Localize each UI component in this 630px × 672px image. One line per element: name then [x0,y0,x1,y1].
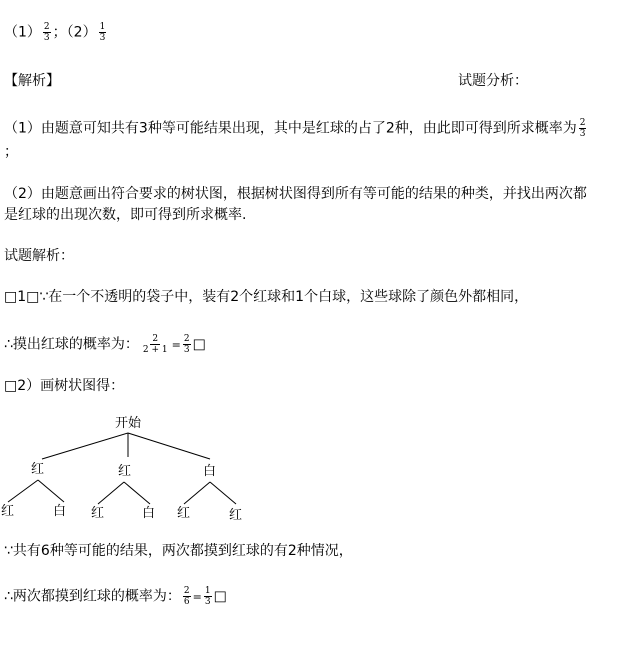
tree-level2-node: 红 [229,508,243,523]
tree-edge [98,482,124,504]
solution-title: 试题解析： [4,248,74,264]
sol1-equals: = [171,338,181,352]
sol2-fraction-2: $\frac{1}{3}$ [204,586,211,607]
answer-part2-label: （2） [66,24,97,41]
analysis-title: 试题分析： [458,73,528,89]
tree-level1-node: 红 [118,464,132,479]
sol2-tail: □ [213,588,227,605]
analysis-paragraph-2-line-2: 是红球的出现次数，即可得到所求概率. [4,207,247,223]
tree-level1-node: 红 [31,462,45,477]
analysis-paragraph-2-line-1: （2）由题意画出符合要求的树状图，根据树状图得到所有等可能的结果的种类，并找出两次都 [4,186,587,202]
answer-part1-label: （1） [4,24,41,41]
tree-edge [38,480,64,502]
analysis-header: 【解析】 [4,73,60,89]
sol1-fraction-2: $\frac{2}{3}$ [183,334,190,355]
solution-step-2-title: □2）画树状图得： [4,378,125,394]
sol1-result-prefix: ∴摸出红球的概率为： [4,336,139,353]
tree-level2-node: 红 [177,506,191,521]
sol2-fraction-1: $\frac{2}{6}$ [183,586,190,607]
tree-edge [124,482,150,504]
tree-edge [128,433,210,459]
sol1-fraction-1: $\frac{2}{2 + 1}$ [142,334,168,355]
tree-edge [210,482,236,504]
tree-edge [184,482,210,504]
solution-step-2-line-1: ∵共有6种等可能的结果，两次都摸到红球的有2种情况， [4,543,353,559]
tree-level2-node: 白 [142,506,156,521]
sol1-tail: □ [192,336,206,353]
tree-level2-node: 红 [1,504,15,519]
answer-separator: ； [52,24,67,41]
solution-step-1: □1□∵在一个不透明的袋子中，装有2个红球和1个白球，这些球除了颜色外都相同， [4,289,529,305]
answer-part1-fraction: $\frac{2}{3}$ [43,22,50,43]
sol2-result-prefix: ∴两次都摸到红球的概率为： [4,588,181,605]
tree-root: 开始 [115,416,142,431]
solution-step-2-result [4,586,227,608]
para1-tail: ； [4,144,18,160]
para1-fraction: $\frac{2}{3}$ [579,118,586,139]
tree-level1-node: 白 [203,464,217,479]
tree-edge [8,480,38,502]
tree-edge [42,433,128,459]
para1-label: （1） [4,120,41,137]
answer-part2-fraction: $\frac{1}{3}$ [99,22,106,43]
tree-level2-node: 白 [53,504,67,519]
tree-level2-node: 红 [91,506,105,521]
sol2-equals: = [192,590,202,604]
para1-text: 由题意可知共有3种等可能结果出现，其中是红球的占了2种，由此即可得到所求概率为 [40,120,577,137]
